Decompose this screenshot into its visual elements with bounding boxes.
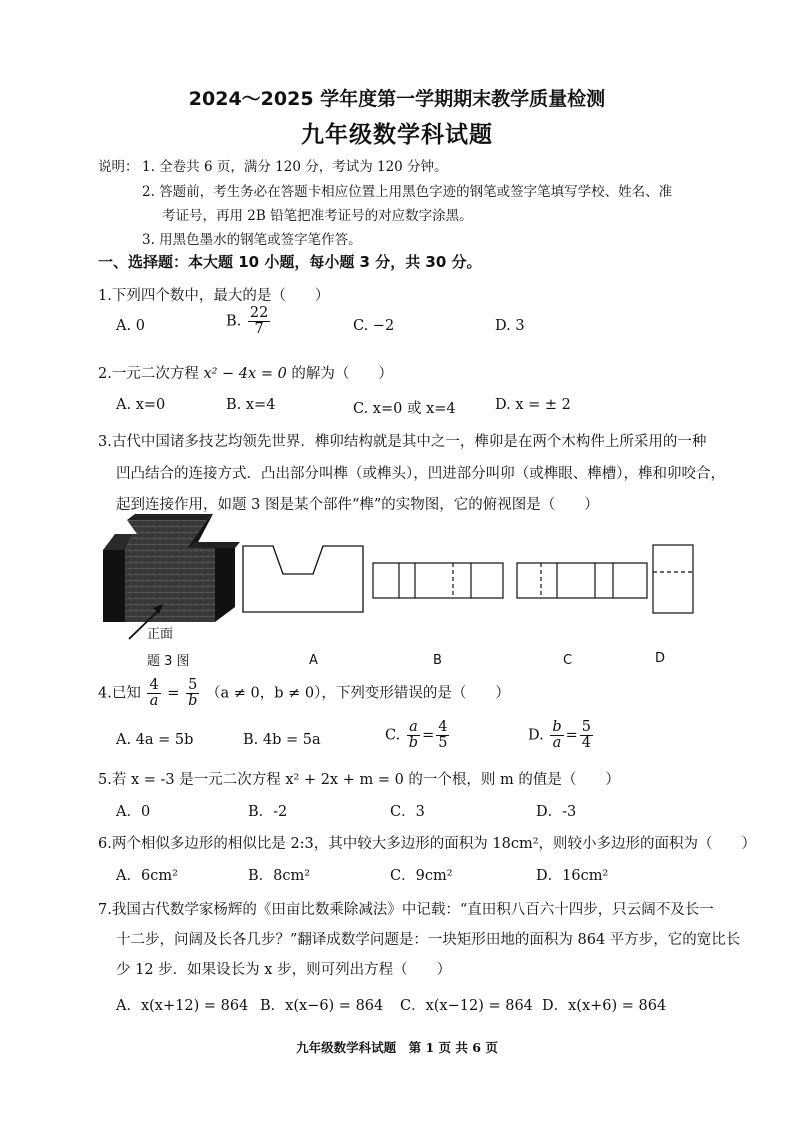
fraction bbox=[147, 678, 160, 709]
numerator bbox=[550, 720, 563, 736]
q6-stem: 6.两个相似多边形的相似比是 2:3，其中较大多边形的面积为 18cm²，则较小多边形的面积为（ ） bbox=[98, 836, 757, 852]
q7-option-b: B．x(x−6) = 864 bbox=[260, 998, 384, 1014]
variable: a bbox=[552, 735, 562, 752]
page-footer: 九年级数学科试题 第 1 页 共 6 页 bbox=[296, 1040, 498, 1055]
instruction-item: 2. 答题前，考生务必在答题卡相应位置上用黑色字迹的钢笔或签字笔填写学校、姓名、准 bbox=[142, 184, 673, 200]
stem-text: 的解为（ ） bbox=[286, 366, 393, 382]
option-c-figure bbox=[517, 563, 647, 598]
fraction bbox=[186, 678, 199, 709]
q3-line: 凹凸结合的连接方式．凸出部分叫榫（或榫头），凹进部分叫卯（或榫眼、榫槽），榫和卯咬合， bbox=[116, 466, 725, 482]
denominator bbox=[147, 694, 160, 709]
instruction-item: 考证号，再用 2B 铅笔把准考证号的对应数字涂黑。 bbox=[162, 208, 473, 224]
q2-option-a: A. x=0 bbox=[116, 397, 166, 413]
stem-text: 2.一元二次方程 bbox=[98, 366, 204, 382]
option-b-figure bbox=[373, 563, 503, 598]
q6-option-c: C．9cm² bbox=[390, 868, 453, 884]
option-a-figure bbox=[243, 546, 363, 612]
section-heading: 一、选择题：本大题 10 小题，每小题 3 分，共 30 分。 bbox=[98, 253, 482, 271]
option-label: B. bbox=[226, 313, 242, 330]
q2-option-b: B. x=4 bbox=[226, 397, 276, 413]
instruction-item: 3. 用黑色墨水的钢笔或签字笔作答。 bbox=[142, 232, 362, 248]
exam-subtitle: 九年级数学科试题 bbox=[301, 122, 493, 148]
option-label: C. bbox=[385, 727, 401, 744]
q5-stem: 5.若 x = -3 是一元二次方程 x² + 2x + m = 0 的一个根，则 m 的值是（ ） bbox=[98, 772, 620, 788]
q2-stem bbox=[98, 362, 393, 383]
q3-line: 起到连接作用，如题 3 图是某个部件“榫”的实物图，它的俯视图是（ ） bbox=[116, 497, 599, 513]
numerator: 5 bbox=[581, 719, 592, 735]
q6-option-d: D．16cm² bbox=[536, 868, 609, 884]
variable: b bbox=[408, 735, 419, 752]
q3-figures bbox=[95, 512, 695, 672]
q7-line: 7.我国古代数学家杨辉的《田亩比数乘除减法》中记载：“直田积八百六十四步，只云阔不及长一 bbox=[98, 902, 714, 918]
denominator: 7 bbox=[254, 321, 264, 338]
q1-option-a: A. 0 bbox=[116, 318, 145, 334]
q2-option-c: C. x=0 或 x=4 bbox=[353, 401, 456, 417]
option-label: D. bbox=[528, 727, 544, 744]
q3-line: 3.古代中国诸多技艺均领先世界．榫卯结构就是其中之一，榫卯是在两个木构件上所采用的一种 bbox=[98, 434, 707, 450]
option-b-label: B bbox=[433, 653, 442, 668]
q1-stem: 1.下列四个数中，最大的是（ ） bbox=[98, 288, 330, 304]
q1-option-c: C. −2 bbox=[353, 318, 395, 334]
q1-option-d: D. 3 bbox=[495, 318, 525, 334]
option-d-figure bbox=[653, 545, 693, 613]
variable: a bbox=[409, 719, 418, 735]
q7-line: 十二步，问阔及长各几步？”翻译成数学问题是：一块矩形田地的面积为 864 平方步，它的宽比长 bbox=[116, 932, 741, 948]
option-c-label: C bbox=[563, 653, 573, 668]
q4-option-c: C. $\frac{a}{b}$ = $\frac{4}{5}$ bbox=[385, 719, 448, 752]
fig-caption: 题 3 图 bbox=[147, 654, 190, 669]
q7-option-c: C．x(x−12) = 864 bbox=[400, 998, 533, 1014]
instructions-label: 说明： bbox=[98, 159, 139, 175]
q5-option-c: C．3 bbox=[390, 804, 425, 820]
instruction-item: 1. 全卷共 6 页，满分 120 分，考试为 120 分钟。 bbox=[142, 159, 448, 175]
q7-line: 少 12 步．如果设长为 x 步，则可列出方程（ ） bbox=[116, 962, 452, 978]
q5-option-a: A．0 bbox=[116, 804, 151, 820]
q6-option-b: B．8cm² bbox=[248, 868, 311, 884]
variable: b bbox=[188, 693, 198, 710]
denominator: 5 bbox=[438, 735, 448, 752]
variable: b bbox=[552, 719, 562, 735]
numerator: 4 bbox=[438, 719, 448, 735]
variable: a bbox=[149, 693, 159, 710]
denominator bbox=[186, 694, 199, 709]
numerator: 4 bbox=[149, 677, 159, 693]
q4-stem bbox=[98, 678, 510, 709]
option-d-label: D bbox=[655, 651, 666, 666]
numerator: 5 bbox=[186, 678, 199, 694]
equals-sign: = bbox=[167, 685, 180, 702]
front-label: 正面 bbox=[147, 627, 174, 642]
tenon-object-image bbox=[103, 514, 240, 622]
fraction bbox=[550, 720, 563, 751]
q7-option-a: A．x(x+12) = 864 bbox=[116, 998, 249, 1014]
denominator bbox=[550, 736, 563, 751]
q5-option-b: B．-2 bbox=[248, 804, 288, 820]
q4-option-a: A. 4a = 5b bbox=[116, 732, 194, 748]
fraction bbox=[407, 720, 420, 751]
q6-option-a: A．6cm² bbox=[116, 868, 178, 884]
fraction bbox=[436, 720, 449, 751]
q4-option-b: B. 4b = 5a bbox=[243, 732, 321, 748]
q2-option-d: D. x = ± 2 bbox=[495, 397, 571, 413]
fraction bbox=[580, 720, 593, 751]
q1-option-b bbox=[226, 306, 272, 337]
numerator: 22 bbox=[249, 305, 269, 321]
q4-option-d: D. $\frac{b}{a}$ = $\frac{5}{4}$ bbox=[528, 719, 592, 752]
q7-option-d: D．x(x+6) = 864 bbox=[542, 998, 667, 1014]
stem-text: （a ≠ 0，b ≠ 0），下列变形错误的是（ ） bbox=[205, 685, 510, 702]
fraction bbox=[248, 306, 270, 337]
equation: x² − 4x = 0 bbox=[203, 366, 287, 382]
exam-title: 2024～2025 学年度第一学期期末教学质量检测 bbox=[188, 88, 606, 110]
stem-text: 4.已知 bbox=[98, 685, 141, 702]
denominator: 4 bbox=[581, 735, 592, 752]
option-a-label: A bbox=[309, 653, 318, 668]
q5-option-d: D．-3 bbox=[536, 804, 577, 820]
denominator bbox=[407, 736, 420, 751]
numerator bbox=[407, 720, 420, 736]
